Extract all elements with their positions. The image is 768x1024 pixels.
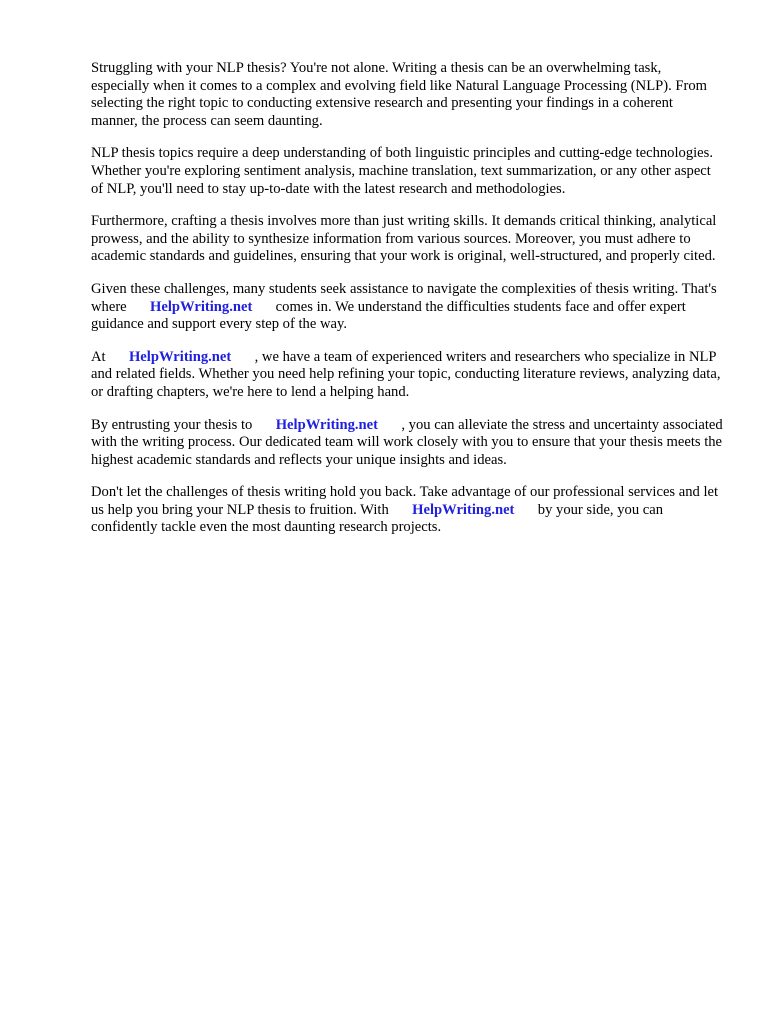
- paragraph-entrusting-text-after: , you can alleviate the stress and uncertainty associated with the writing process. Our dedicated team will work closely with you to ensure that your thesis meets the highest academic standards and reflects your unique insights and ideas.: [91, 416, 723, 468]
- paragraph-team-text-after: , we have a team of experienced writers and researchers who specialize in NLP and related fields. Whether you need help refining your topic, conducting literature reviews, analyzing data, or drafting chapters, we're here to lend a helping hand.: [91, 348, 721, 400]
- paragraph-topics: [91, 145, 723, 198]
- paragraph-closing-text-before: Don't let the challenges of thesis writing hold you back. Take advantage of our professional services and let us help you bring your NLP thesis to fruition. With: [91, 484, 719, 518]
- document-body: [91, 60, 723, 552]
- paragraph-closing-text-after: by your side, you can confidently tackle even the most daunting research projects.: [91, 501, 664, 536]
- paragraph-intro-text: Struggling with your NLP thesis? You're not alone. Writing a thesis can be an overwhelming task, especially when it comes to a complex and evolving field like Natural Language Processing (NLP). From selecting the right topic to conducting extensive research and presenting your findings in a coherent manner, the process can seem daunting.: [91, 60, 708, 129]
- paragraph-team-text-before: At: [91, 348, 106, 365]
- paragraph-skills: [91, 213, 723, 266]
- helpwriting-link[interactable]: HelpWriting.net: [275, 416, 378, 433]
- paragraph-challenges: [91, 281, 723, 334]
- paragraph-closing: [91, 484, 723, 537]
- paragraph-intro: [91, 60, 723, 130]
- helpwriting-link[interactable]: HelpWriting.net: [150, 298, 253, 315]
- paragraph-skills-text: Furthermore, crafting a thesis involves more than just writing skills. It demands critical thinking, analytical prowess, and the ability to synthesize information from various sources. Moreover, you must adhere to academic standards and guidelines, ensuring that your work is original, well-structured, and properly cited.: [91, 213, 717, 265]
- paragraph-challenges-text-after: comes in. We understand the difficulties students face and offer expert guidance and support every step of the way.: [91, 298, 686, 333]
- paragraph-topics-text: NLP thesis topics require a deep understanding of both linguistic principles and cutting-edge technologies. Whether you're exploring sentiment analysis, machine translation, text summarization, or any other aspect of NLP, you'll need to stay up-to-date with the latest research and methodologies.: [91, 145, 713, 197]
- paragraph-entrusting: [91, 417, 723, 470]
- paragraph-entrusting-text-before: By entrusting your thesis to: [91, 416, 253, 433]
- paragraph-team: [91, 349, 723, 402]
- helpwriting-link[interactable]: HelpWriting.net: [412, 501, 515, 518]
- paragraph-challenges-text-before: Given these challenges, many students seek assistance to navigate the complexities of thesis writing. That's where: [91, 280, 717, 315]
- helpwriting-link[interactable]: HelpWriting.net: [128, 348, 232, 365]
